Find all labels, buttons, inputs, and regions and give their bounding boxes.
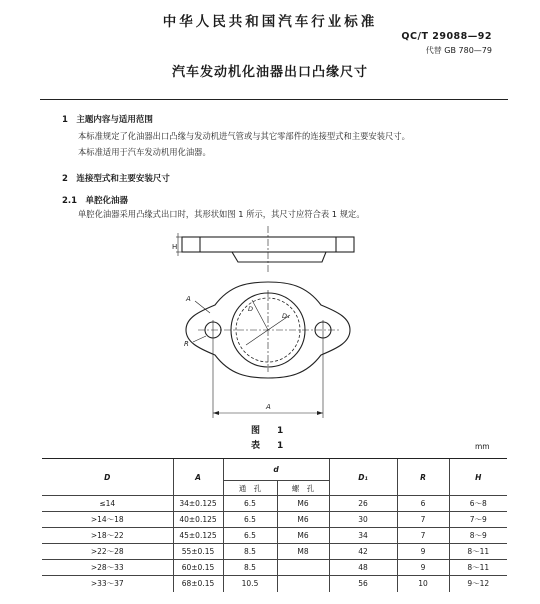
- cell-r: 7: [397, 512, 449, 528]
- cell-d: ≤14: [42, 496, 173, 512]
- dimensions-table: [42, 458, 507, 592]
- label-a-bottom: A: [266, 403, 271, 411]
- cell-a: 34±0.125: [173, 496, 223, 512]
- label-d: D: [248, 305, 254, 313]
- cell-d: >22～28: [42, 544, 173, 560]
- cell-r: 7: [397, 528, 449, 544]
- table-caption: 表 1: [251, 441, 288, 451]
- label-h: H: [172, 243, 178, 251]
- header-d: D: [42, 459, 173, 496]
- header-h: H: [449, 459, 507, 496]
- cell-h: 7～9: [449, 512, 507, 528]
- cell-r: 9: [397, 544, 449, 560]
- cell-thread: [277, 560, 329, 576]
- section-2-1-paragraph: 单腔化油器采用凸缘式出口时，其形状如图 1 所示，其尺寸应符合表 1 规定。: [78, 209, 365, 219]
- flange-side-view: [176, 226, 354, 272]
- header-a: A: [173, 459, 223, 496]
- cell-d: >18～22: [42, 528, 173, 544]
- cell-h: 6～8: [449, 496, 507, 512]
- header-threaded-hole: 螺 孔: [277, 481, 329, 496]
- cell-d1: 30: [329, 512, 397, 528]
- cell-a: 60±0.15: [173, 560, 223, 576]
- cell-r: 10: [397, 576, 449, 592]
- cell-thread: M6: [277, 528, 329, 544]
- cell-through: 6.5: [223, 496, 277, 512]
- document-title: 汽车发动机化油器出口凸缘尺寸: [171, 65, 368, 80]
- table-row: [42, 560, 507, 576]
- section-2-1-heading: 2.1 单腔化油器: [62, 196, 129, 206]
- table-header-row: [42, 459, 507, 481]
- section-1-paragraph-1: 本标准规定了化油器出口凸缘与发动机进气管或与其它零部件的连接型式和主要安装尺寸。: [78, 131, 410, 141]
- replaces-note: 代替 GB 780—79: [425, 46, 492, 55]
- cell-through: 8.5: [223, 560, 277, 576]
- cell-d1: 56: [329, 576, 397, 592]
- flange-plan-view: [186, 282, 350, 418]
- header-r: R: [397, 459, 449, 496]
- label-d1: D₁: [282, 312, 290, 320]
- table-row: [42, 528, 507, 544]
- table-row: [42, 496, 507, 512]
- unit-label: mm: [475, 442, 490, 451]
- cell-through: 6.5: [223, 528, 277, 544]
- cell-thread: M6: [277, 512, 329, 528]
- cell-h: 9～12: [449, 576, 507, 592]
- cell-a: 68±0.15: [173, 576, 223, 592]
- cell-h: 8～11: [449, 544, 507, 560]
- cell-r: 9: [397, 560, 449, 576]
- table-row: [42, 576, 507, 592]
- table-row: [42, 544, 507, 560]
- cell-d1: 42: [329, 544, 397, 560]
- cell-thread: M8: [277, 544, 329, 560]
- cell-d: >33～37: [42, 576, 173, 592]
- cell-d: >14～18: [42, 512, 173, 528]
- cell-thread: [277, 576, 329, 592]
- standard-org-header: 中华人民共和国汽车行业标准: [162, 14, 378, 30]
- header-small-d: d: [223, 459, 329, 481]
- cell-r: 6: [397, 496, 449, 512]
- label-a-side: A: [186, 295, 191, 303]
- section-2-heading: 2 连接型式和主要安装尺寸: [62, 174, 170, 184]
- cell-through: 10.5: [223, 576, 277, 592]
- cell-a: 40±0.125: [173, 512, 223, 528]
- cell-h: 8～9: [449, 528, 507, 544]
- cell-through: 8.5: [223, 544, 277, 560]
- header-d1: D₁: [329, 459, 397, 496]
- cell-h: 8～11: [449, 560, 507, 576]
- standard-code: QC/T 29088—92: [401, 31, 492, 42]
- label-r: R: [184, 340, 189, 348]
- cell-through: 6.5: [223, 512, 277, 528]
- table-row: [42, 512, 507, 528]
- cell-d1: 34: [329, 528, 397, 544]
- figure-caption: 图 1: [251, 426, 288, 436]
- cell-d1: 26: [329, 496, 397, 512]
- cell-a: 55±0.15: [173, 544, 223, 560]
- cell-a: 45±0.125: [173, 528, 223, 544]
- cell-thread: M6: [277, 496, 329, 512]
- section-1-heading: 1 主题内容与适用范围: [62, 115, 153, 125]
- section-1-paragraph-2: 本标准适用于汽车发动机用化油器。: [78, 147, 211, 157]
- cell-d: >28～33: [42, 560, 173, 576]
- cell-d1: 48: [329, 560, 397, 576]
- header-through-hole: 通 孔: [223, 481, 277, 496]
